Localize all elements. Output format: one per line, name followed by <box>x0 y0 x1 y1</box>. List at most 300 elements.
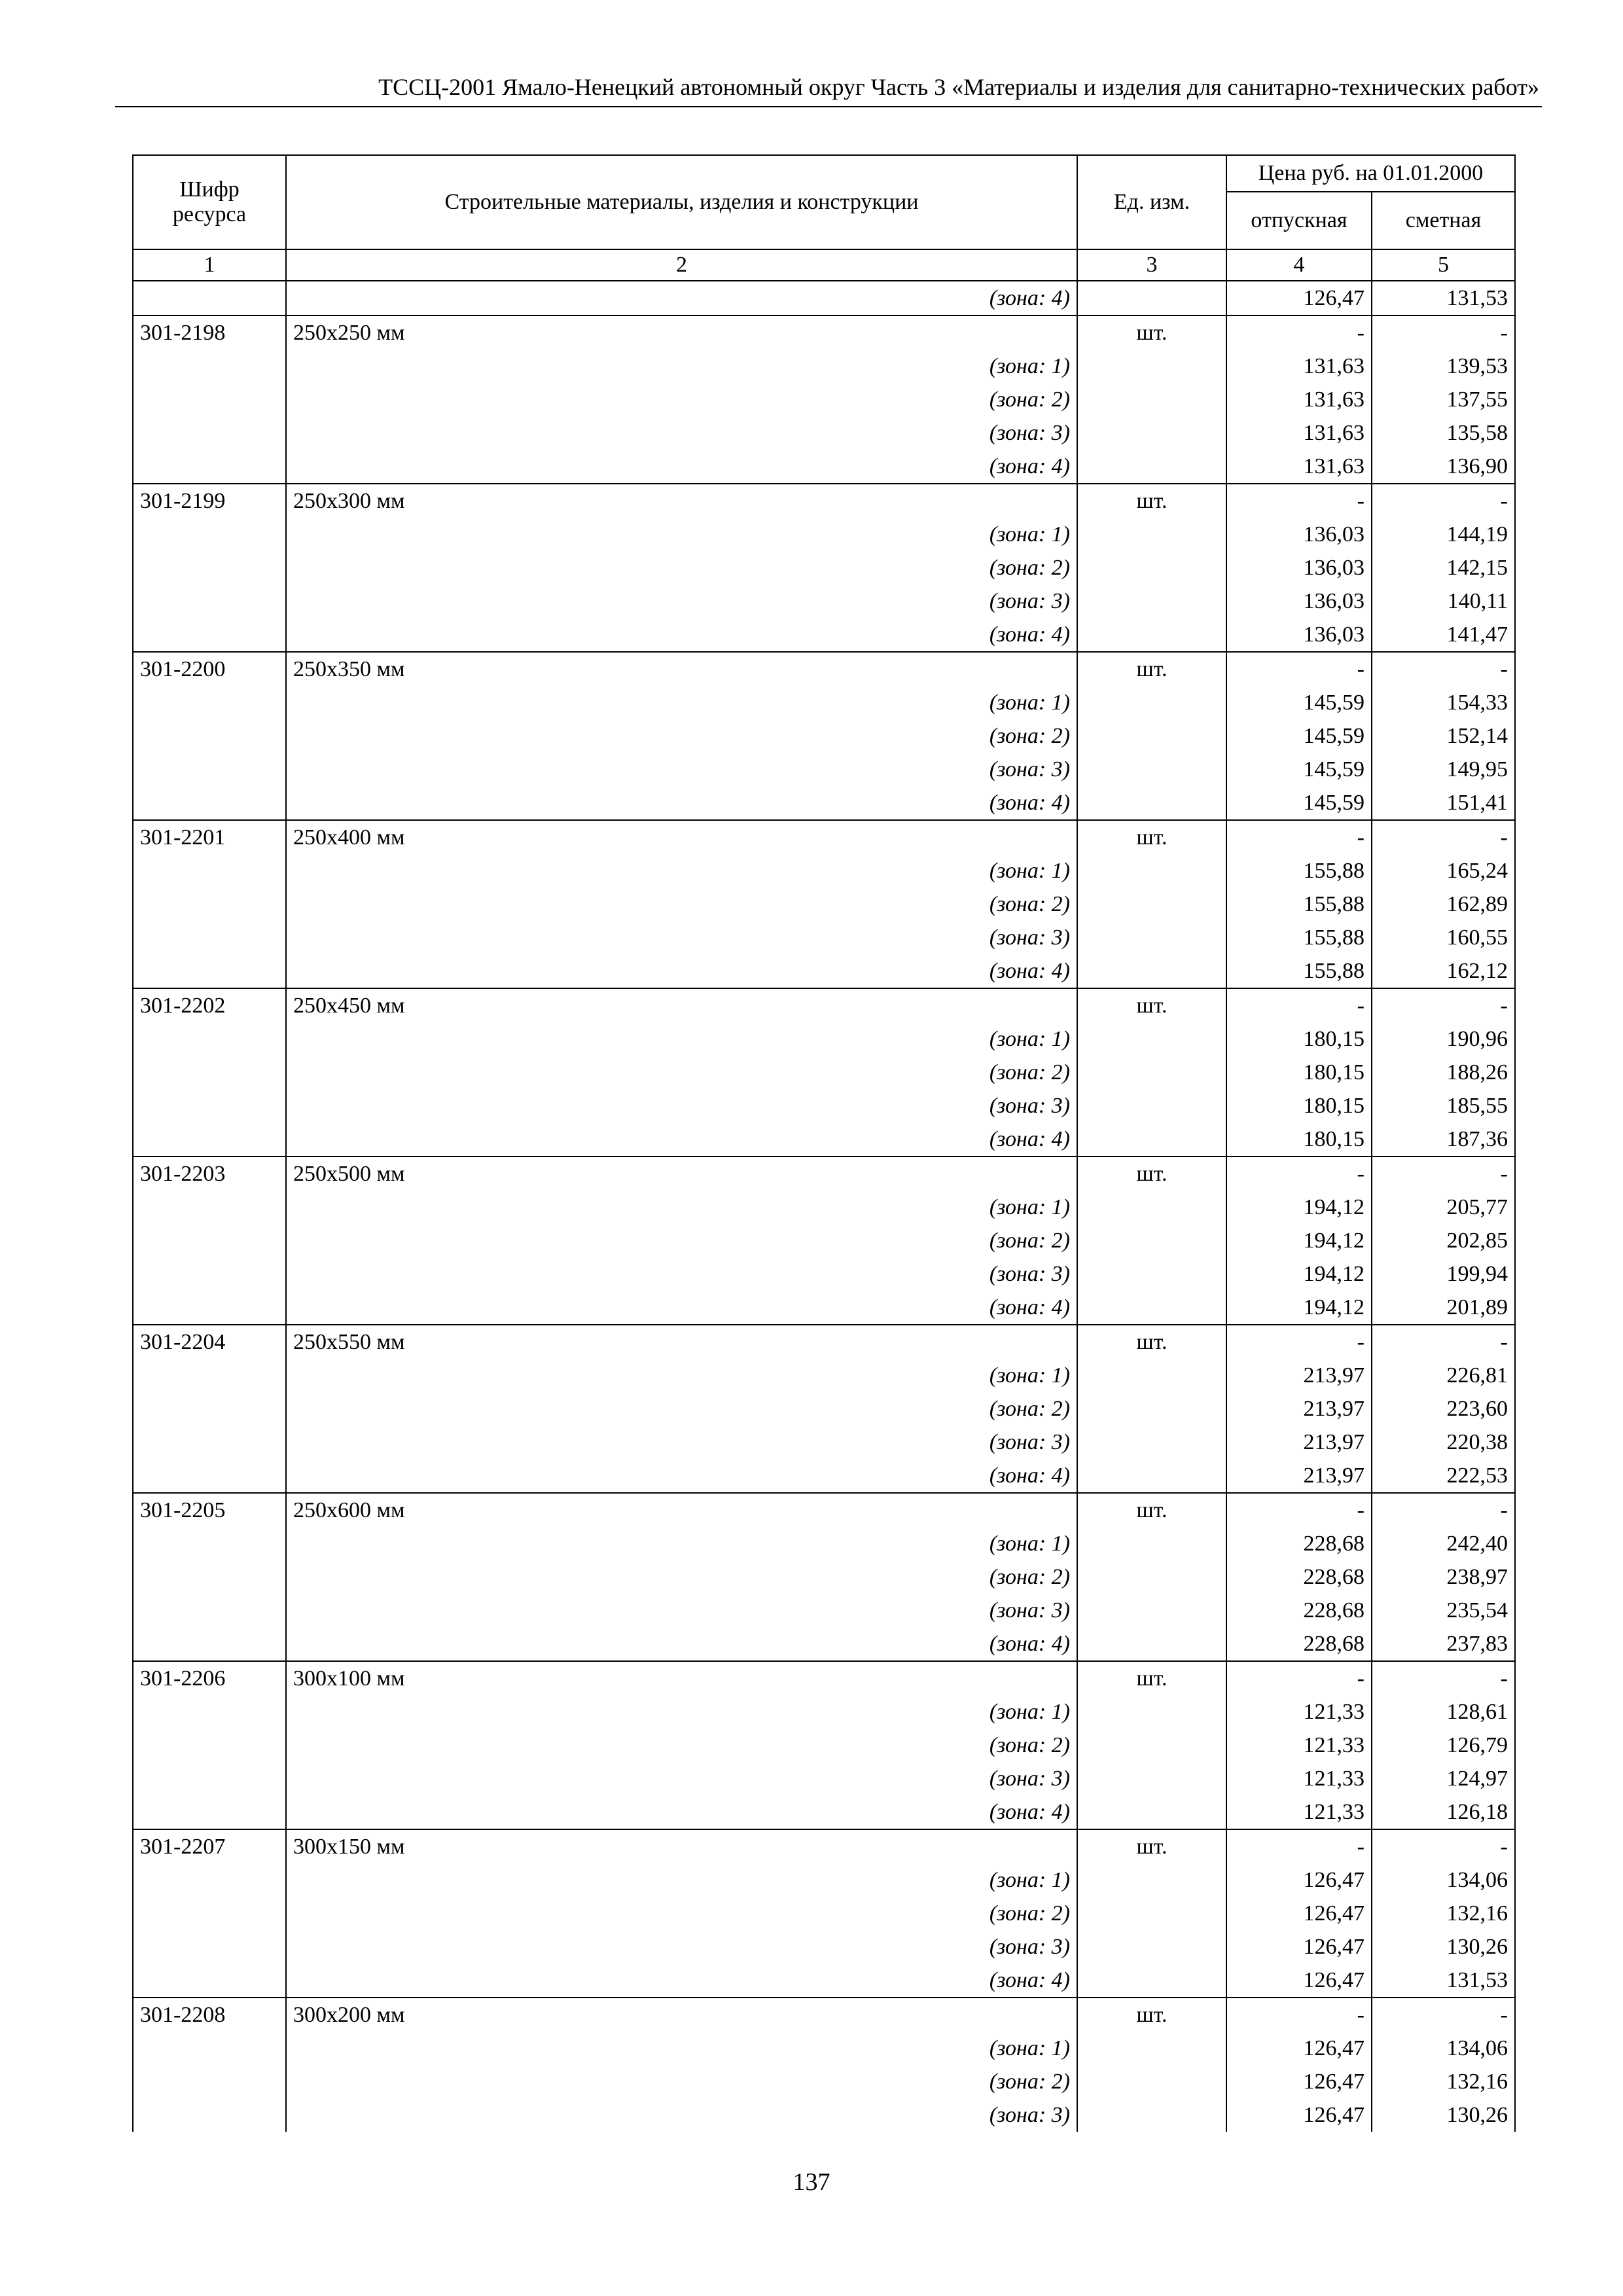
estimate-price: 144,19 <box>1372 518 1515 551</box>
estimate-price: - <box>1372 1493 1515 1527</box>
estimate-price: 185,55 <box>1372 1089 1515 1122</box>
estimate-price: 139,53 <box>1372 350 1515 383</box>
estimate-price: 141,47 <box>1372 618 1515 652</box>
unit-cell <box>1077 786 1226 820</box>
release-price: 194,12 <box>1226 1224 1372 1257</box>
estimate-price: 187,36 <box>1372 1122 1515 1157</box>
estimate-price: 162,12 <box>1372 954 1515 988</box>
estimate-price: 201,89 <box>1372 1291 1515 1325</box>
resource-code-cell <box>133 954 286 988</box>
item-row <box>133 484 1515 518</box>
resource-code-cell <box>133 383 286 416</box>
zone-row <box>133 1392 1515 1426</box>
col-header-name: Строительные материалы, изделия и конструкции <box>286 155 1077 249</box>
unit-cell <box>1077 1122 1226 1157</box>
release-price: 126,47 <box>1226 1930 1372 1964</box>
resource-code: 301-2205 <box>133 1493 286 1527</box>
release-price: 155,88 <box>1226 921 1372 954</box>
release-price: 228,68 <box>1226 1527 1372 1560</box>
zone-label: (зона: 4) <box>286 1627 1077 1661</box>
unit-cell <box>1077 1594 1226 1627</box>
estimate-price: 190,96 <box>1372 1022 1515 1056</box>
material-name: 250х350 мм <box>286 652 1077 686</box>
resource-code-cell <box>133 921 286 954</box>
zone-label: (зона: 3) <box>286 584 1077 618</box>
estimate-price: 135,58 <box>1372 416 1515 450</box>
resource-code-cell <box>133 2065 286 2098</box>
unit-cell <box>1077 1729 1226 1762</box>
zone-label: (зона: 4) <box>286 786 1077 820</box>
material-name: 300х100 мм <box>286 1661 1077 1695</box>
estimate-price: 128,61 <box>1372 1695 1515 1729</box>
release-price: 213,97 <box>1226 1359 1372 1392</box>
col-header-estimate: сметная <box>1372 192 1515 249</box>
zone-row <box>133 518 1515 551</box>
zone-label: (зона: 4) <box>286 1795 1077 1829</box>
unit-cell <box>1077 1224 1226 1257</box>
col-number: 4 <box>1226 249 1372 281</box>
zone-label: (зона: 1) <box>286 1359 1077 1392</box>
unit-of-measure: шт. <box>1077 484 1226 518</box>
unit-of-measure: шт. <box>1077 1998 1226 2032</box>
estimate-price: 130,26 <box>1372 2098 1515 2132</box>
release-price: 213,97 <box>1226 1426 1372 1459</box>
item-row <box>133 1829 1515 1863</box>
page-header-title: ТССЦ-2001 Ямало-Ненецкий автономный округ Часть 3 «Материалы и изделия для санитарно-технических работ» <box>378 74 1539 100</box>
release-price: 155,88 <box>1226 888 1372 921</box>
resource-code-cell <box>133 1089 286 1122</box>
item-row <box>133 1493 1515 1527</box>
resource-code-cell <box>133 2032 286 2065</box>
resource-code-cell <box>133 686 286 719</box>
resource-code-cell <box>133 1964 286 1998</box>
item-row <box>133 315 1515 350</box>
zone-row <box>133 921 1515 954</box>
zone-row <box>133 1359 1515 1392</box>
release-price: 121,33 <box>1226 1795 1372 1829</box>
unit-cell <box>1077 1964 1226 1998</box>
resource-code-cell <box>133 1863 286 1897</box>
estimate-price: 151,41 <box>1372 786 1515 820</box>
resource-code-cell <box>133 1930 286 1964</box>
release-price: 155,88 <box>1226 954 1372 988</box>
release-price: 180,15 <box>1226 1022 1372 1056</box>
resource-code: 301-2203 <box>133 1157 286 1191</box>
unit-of-measure: шт. <box>1077 1157 1226 1191</box>
unit-cell <box>1077 350 1226 383</box>
zone-label: (зона: 3) <box>286 1930 1077 1964</box>
zone-label: (зона: 1) <box>286 1863 1077 1897</box>
material-name: 250х450 мм <box>286 988 1077 1022</box>
zone-label: (зона: 3) <box>286 2098 1077 2132</box>
unit-cell <box>1077 281 1226 315</box>
unit-cell <box>1077 1527 1226 1560</box>
estimate-price: 160,55 <box>1372 921 1515 954</box>
unit-cell <box>1077 753 1226 786</box>
release-price: 194,12 <box>1226 1191 1372 1224</box>
release-price: 145,59 <box>1226 786 1372 820</box>
resource-code-cell <box>133 1729 286 1762</box>
resource-code-cell <box>133 1897 286 1930</box>
zone-label: (зона: 3) <box>286 1257 1077 1291</box>
estimate-price: 238,97 <box>1372 1560 1515 1594</box>
resource-code-cell <box>133 2098 286 2132</box>
estimate-price: 165,24 <box>1372 854 1515 888</box>
unit-cell <box>1077 1022 1226 1056</box>
unit-cell <box>1077 1762 1226 1795</box>
estimate-price: 202,85 <box>1372 1224 1515 1257</box>
release-price: 131,63 <box>1226 416 1372 450</box>
release-price: - <box>1226 1157 1372 1191</box>
unit-cell <box>1077 1291 1226 1325</box>
resource-code-cell <box>133 551 286 584</box>
unit-cell <box>1077 518 1226 551</box>
material-name: 250х500 мм <box>286 1157 1077 1191</box>
zone-row <box>133 854 1515 888</box>
release-price: 180,15 <box>1226 1056 1372 1089</box>
unit-of-measure: шт. <box>1077 1493 1226 1527</box>
release-price: 126,47 <box>1226 1964 1372 1998</box>
release-price: 121,33 <box>1226 1695 1372 1729</box>
zone-label: (зона: 1) <box>286 518 1077 551</box>
zone-label: (зона: 1) <box>286 854 1077 888</box>
zone-row <box>133 1560 1515 1594</box>
unit-cell <box>1077 1191 1226 1224</box>
unit-cell <box>1077 1897 1226 1930</box>
resource-code-cell <box>133 786 286 820</box>
release-price: 126,47 <box>1226 1863 1372 1897</box>
material-name: 300х150 мм <box>286 1829 1077 1863</box>
release-price: 136,03 <box>1226 584 1372 618</box>
resource-code-cell <box>133 584 286 618</box>
estimate-price: 126,18 <box>1372 1795 1515 1829</box>
unit-cell <box>1077 921 1226 954</box>
unit-cell <box>1077 1930 1226 1964</box>
resource-code-cell <box>133 753 286 786</box>
release-price: 228,68 <box>1226 1560 1372 1594</box>
zone-label: (зона: 4) <box>286 281 1077 315</box>
unit-cell <box>1077 1795 1226 1829</box>
resource-code: 301-2208 <box>133 1998 286 2032</box>
unit-cell <box>1077 686 1226 719</box>
zone-row <box>133 719 1515 753</box>
item-row <box>133 652 1515 686</box>
unit-cell <box>1077 854 1226 888</box>
price-table <box>132 154 1516 2132</box>
estimate-price: 226,81 <box>1372 1359 1515 1392</box>
header-rule <box>115 106 1542 107</box>
estimate-price: 223,60 <box>1372 1392 1515 1426</box>
estimate-price: 132,16 <box>1372 2065 1515 2098</box>
estimate-price: 137,55 <box>1372 383 1515 416</box>
unit-of-measure: шт. <box>1077 988 1226 1022</box>
zone-row <box>133 2065 1515 2098</box>
estimate-price: 242,40 <box>1372 1527 1515 1560</box>
col-number: 5 <box>1372 249 1515 281</box>
resource-code-cell <box>133 1122 286 1157</box>
estimate-price: - <box>1372 1325 1515 1359</box>
estimate-price: - <box>1372 820 1515 854</box>
zone-label: (зона: 3) <box>286 1762 1077 1795</box>
release-price: 126,47 <box>1226 281 1372 315</box>
resource-code: 301-2200 <box>133 652 286 686</box>
zone-row <box>133 1627 1515 1661</box>
zone-label: (зона: 1) <box>286 1695 1077 1729</box>
estimate-price: 134,06 <box>1372 2032 1515 2065</box>
zone-label: (зона: 2) <box>286 1056 1077 1089</box>
col-header-code: Шифр ресурса <box>133 155 286 249</box>
zone-label: (зона: 4) <box>286 1291 1077 1325</box>
resource-code-cell <box>133 1459 286 1493</box>
zone-row <box>133 954 1515 988</box>
unit-cell <box>1077 450 1226 484</box>
resource-code-cell <box>133 450 286 484</box>
release-price: 228,68 <box>1226 1594 1372 1627</box>
unit-of-measure: шт. <box>1077 1829 1226 1863</box>
zone-row <box>133 1191 1515 1224</box>
zone-row <box>133 1056 1515 1089</box>
release-price: - <box>1226 1661 1372 1695</box>
zone-label: (зона: 4) <box>286 1459 1077 1493</box>
estimate-price: 136,90 <box>1372 450 1515 484</box>
zone-row <box>133 1695 1515 1729</box>
unit-of-measure: шт. <box>1077 1661 1226 1695</box>
release-price: - <box>1226 1998 1372 2032</box>
resource-code: 301-2206 <box>133 1661 286 1695</box>
estimate-price: - <box>1372 1157 1515 1191</box>
zone-label: (зона: 2) <box>286 888 1077 921</box>
resource-code: 301-2202 <box>133 988 286 1022</box>
zone-row <box>133 1459 1515 1493</box>
release-price: 213,97 <box>1226 1459 1372 1493</box>
resource-code-cell <box>133 350 286 383</box>
release-price: 213,97 <box>1226 1392 1372 1426</box>
unit-of-measure: шт. <box>1077 652 1226 686</box>
unit-cell <box>1077 1560 1226 1594</box>
resource-code-cell <box>133 1056 286 1089</box>
resource-code-cell <box>133 888 286 921</box>
estimate-price: 220,38 <box>1372 1426 1515 1459</box>
estimate-price: 235,54 <box>1372 1594 1515 1627</box>
unit-cell <box>1077 2065 1226 2098</box>
unit-cell <box>1077 1459 1226 1493</box>
resource-code-cell <box>133 1257 286 1291</box>
release-price: 194,12 <box>1226 1291 1372 1325</box>
zone-label: (зона: 1) <box>286 1022 1077 1056</box>
zone-label: (зона: 4) <box>286 1964 1077 1998</box>
unit-cell <box>1077 1426 1226 1459</box>
zone-row <box>133 416 1515 450</box>
zone-row <box>133 1022 1515 1056</box>
unit-cell <box>1077 383 1226 416</box>
resource-code: 301-2201 <box>133 820 286 854</box>
zone-row <box>133 786 1515 820</box>
estimate-price: 199,94 <box>1372 1257 1515 1291</box>
zone-label: (зона: 2) <box>286 1560 1077 1594</box>
zone-row <box>133 1426 1515 1459</box>
zone-label: (зона: 3) <box>286 1089 1077 1122</box>
unit-cell <box>1077 416 1226 450</box>
estimate-price: - <box>1372 652 1515 686</box>
col-number: 3 <box>1077 249 1226 281</box>
zone-label: (зона: 4) <box>286 954 1077 988</box>
item-row <box>133 820 1515 854</box>
zone-row <box>133 1863 1515 1897</box>
release-price: - <box>1226 1325 1372 1359</box>
estimate-price: - <box>1372 1829 1515 1863</box>
zone-row <box>133 1795 1515 1829</box>
material-name: 250х300 мм <box>286 484 1077 518</box>
col-header-price-group: Цена руб. на 01.01.2000 <box>1226 155 1515 192</box>
table-body <box>133 281 1515 2132</box>
release-price: - <box>1226 988 1372 1022</box>
zone-row <box>133 1897 1515 1930</box>
zone-label: (зона: 3) <box>286 1594 1077 1627</box>
zone-label: (зона: 3) <box>286 1426 1077 1459</box>
zone-row <box>133 450 1515 484</box>
zone-row <box>133 1930 1515 1964</box>
zone-row <box>133 2098 1515 2132</box>
resource-code-cell <box>133 1359 286 1392</box>
unit-of-measure: шт. <box>1077 315 1226 350</box>
resource-code-cell <box>133 518 286 551</box>
resource-code-cell <box>133 1291 286 1325</box>
estimate-price: 162,89 <box>1372 888 1515 921</box>
estimate-price: 149,95 <box>1372 753 1515 786</box>
zone-label: (зона: 4) <box>286 1122 1077 1157</box>
estimate-price: 132,16 <box>1372 1897 1515 1930</box>
col-number: 1 <box>133 249 286 281</box>
release-price: 121,33 <box>1226 1729 1372 1762</box>
estimate-price: 188,26 <box>1372 1056 1515 1089</box>
zone-row <box>133 1291 1515 1325</box>
item-row <box>133 1998 1515 2032</box>
zone-label: (зона: 2) <box>286 383 1077 416</box>
item-row <box>133 1325 1515 1359</box>
resource-code-cell <box>133 618 286 652</box>
resource-code-cell <box>133 1191 286 1224</box>
release-price: 136,03 <box>1226 618 1372 652</box>
zone-label: (зона: 2) <box>286 1729 1077 1762</box>
zone-row <box>133 686 1515 719</box>
zone-label: (зона: 2) <box>286 2065 1077 2098</box>
resource-code-cell <box>133 1627 286 1661</box>
zone-row <box>133 1594 1515 1627</box>
resource-code-cell <box>133 1527 286 1560</box>
estimate-price: 154,33 <box>1372 686 1515 719</box>
zone-row <box>133 383 1515 416</box>
estimate-price: - <box>1372 315 1515 350</box>
col-header-unit: Ед. изм. <box>1077 155 1226 249</box>
release-price: - <box>1226 1829 1372 1863</box>
release-price: - <box>1226 652 1372 686</box>
release-price: - <box>1226 315 1372 350</box>
zone-row <box>133 1729 1515 1762</box>
unit-cell <box>1077 1089 1226 1122</box>
zone-label: (зона: 3) <box>286 416 1077 450</box>
estimate-price: - <box>1372 484 1515 518</box>
resource-code-cell <box>133 1392 286 1426</box>
col-number: 2 <box>286 249 1077 281</box>
estimate-price: - <box>1372 988 1515 1022</box>
resource-code-cell <box>133 1224 286 1257</box>
unit-cell <box>1077 584 1226 618</box>
zone-label: (зона: 2) <box>286 719 1077 753</box>
unit-cell <box>1077 888 1226 921</box>
resource-code-cell <box>133 854 286 888</box>
item-row <box>133 988 1515 1022</box>
zone-label: (зона: 2) <box>286 1224 1077 1257</box>
zone-row <box>133 584 1515 618</box>
zone-row <box>133 1257 1515 1291</box>
release-price: 126,47 <box>1226 1897 1372 1930</box>
zone-label: (зона: 1) <box>286 1191 1077 1224</box>
unit-cell <box>1077 954 1226 988</box>
estimate-price: 130,26 <box>1372 1930 1515 1964</box>
estimate-price: 140,11 <box>1372 584 1515 618</box>
unit-cell <box>1077 719 1226 753</box>
estimate-price: 126,79 <box>1372 1729 1515 1762</box>
material-name: 250х400 мм <box>286 820 1077 854</box>
material-name: 300х200 мм <box>286 1998 1077 2032</box>
zone-row <box>133 1527 1515 1560</box>
resource-code-cell <box>133 1426 286 1459</box>
release-price: 145,59 <box>1226 686 1372 719</box>
release-price: 228,68 <box>1226 1627 1372 1661</box>
resource-code: 301-2198 <box>133 315 286 350</box>
release-price: - <box>1226 1493 1372 1527</box>
item-row <box>133 1157 1515 1191</box>
material-name: 250х600 мм <box>286 1493 1077 1527</box>
estimate-price: 131,53 <box>1372 1964 1515 1998</box>
release-price: 180,15 <box>1226 1089 1372 1122</box>
unit-cell <box>1077 1695 1226 1729</box>
unit-cell <box>1077 1863 1226 1897</box>
zone-label: (зона: 4) <box>286 618 1077 652</box>
zone-row <box>133 618 1515 652</box>
resource-code-cell <box>133 1762 286 1795</box>
estimate-price: 131,53 <box>1372 281 1515 315</box>
estimate-price: 124,97 <box>1372 1762 1515 1795</box>
estimate-price: 134,06 <box>1372 1863 1515 1897</box>
zone-label: (зона: 1) <box>286 686 1077 719</box>
resource-code-cell <box>133 1795 286 1829</box>
release-price: 136,03 <box>1226 518 1372 551</box>
release-price: 145,59 <box>1226 753 1372 786</box>
zone-row <box>133 1224 1515 1257</box>
resource-code-cell <box>133 416 286 450</box>
zone-row <box>133 753 1515 786</box>
unit-cell <box>1077 1056 1226 1089</box>
zone-label: (зона: 1) <box>286 350 1077 383</box>
unit-cell <box>1077 618 1226 652</box>
resource-code-cell <box>133 281 286 315</box>
zone-label: (зона: 2) <box>286 1392 1077 1426</box>
zone-label: (зона: 4) <box>286 450 1077 484</box>
estimate-price: 237,83 <box>1372 1627 1515 1661</box>
page-number: 137 <box>793 2168 830 2196</box>
zone-row <box>133 1762 1515 1795</box>
resource-code-cell <box>133 1560 286 1594</box>
zone-row <box>133 1122 1515 1157</box>
release-price: 126,47 <box>1226 2032 1372 2065</box>
release-price: 194,12 <box>1226 1257 1372 1291</box>
estimate-price: 222,53 <box>1372 1459 1515 1493</box>
estimate-price: - <box>1372 1998 1515 2032</box>
unit-cell <box>1077 2098 1226 2132</box>
release-price: 126,47 <box>1226 2065 1372 2098</box>
release-price: 131,63 <box>1226 350 1372 383</box>
